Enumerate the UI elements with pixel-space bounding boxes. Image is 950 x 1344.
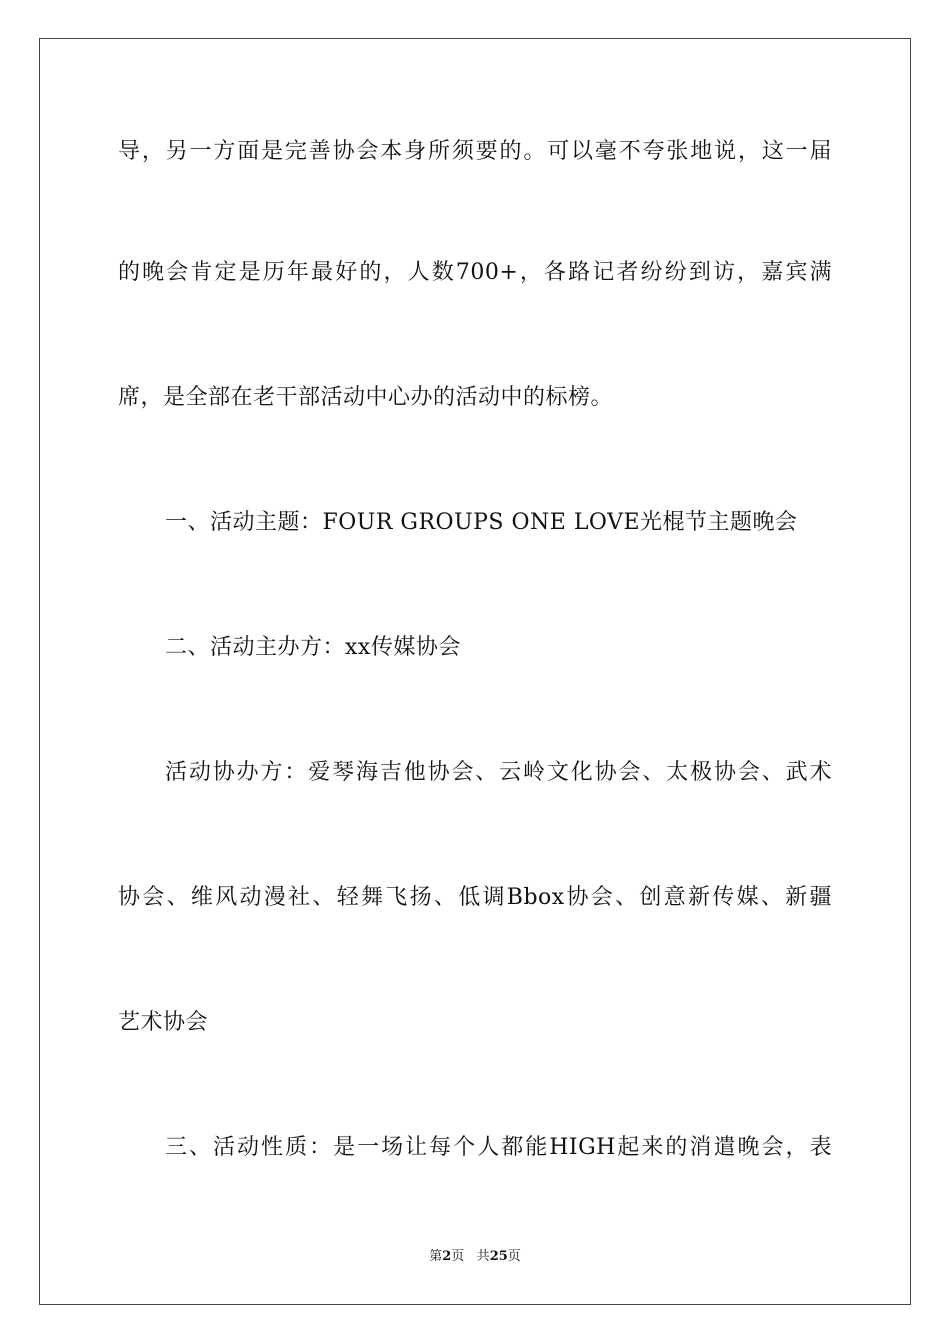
page-border [39, 38, 911, 1305]
page-footer [0, 1248, 950, 1266]
co-organizer-line-1: 活动协办方：爱琴海吉他协会、云岭文化协会、太极协会、武术 [165, 760, 832, 785]
footer-total-prefix: 共 [476, 1249, 490, 1264]
section-nature: 三、活动性质：是一场让每个人都能HIGH起来的消遣晚会，表 [165, 1135, 832, 1160]
body-line-1: 导，另一方面是完善协会本身所须要的。可以毫不夸张地说，这一届 [118, 139, 832, 164]
footer-page-number: 2 [442, 1249, 452, 1264]
co-organizer-line-2: 协会、维风动漫社、轻舞飞扬、低调Bbox协会、创意新传媒、新疆 [118, 885, 832, 910]
footer-prefix: 第 [429, 1249, 443, 1264]
footer-total-pages: 25 [489, 1249, 508, 1264]
section-theme: 一、活动主题：FOUR GROUPS ONE LOVE光棍节主题晚会 [165, 510, 798, 535]
footer-page-suffix: 页 [451, 1249, 465, 1264]
co-organizer-line-3: 艺术协会 [118, 1010, 209, 1035]
body-line-3: 席，是全部在老干部活动中心办的活动中的标榜。 [118, 385, 614, 410]
body-line-2: 的晚会肯定是历年最好的，人数700+，各路记者纷纷到访，嘉宾满 [118, 260, 832, 285]
footer-total-suffix: 页 [507, 1249, 521, 1264]
section-organizer: 二、活动主办方：xx传媒协会 [165, 635, 461, 660]
